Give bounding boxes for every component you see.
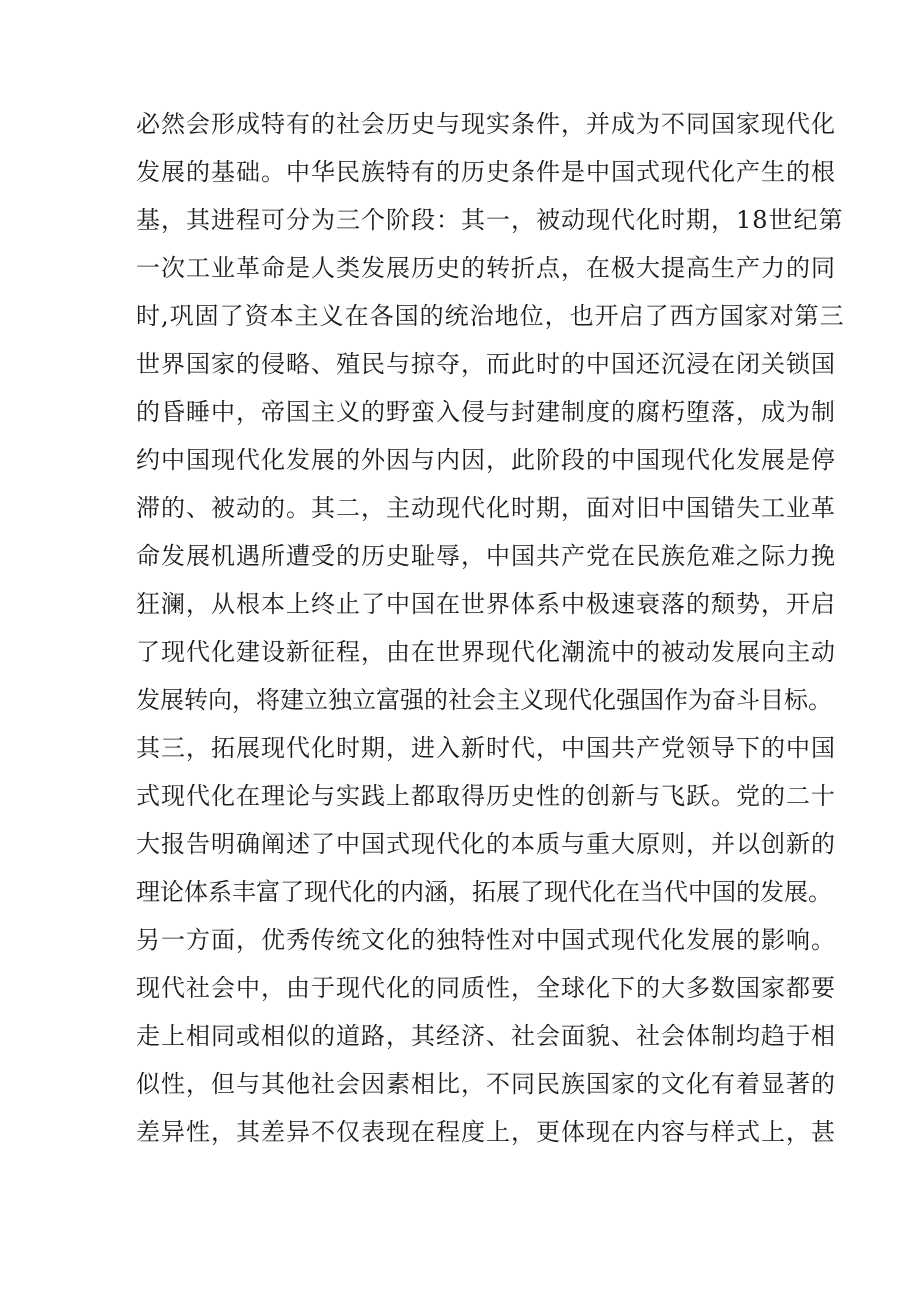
text-line: 式现代化在理论与实践上都取得历史性的创新与飞跃。党的二十 [136,782,836,810]
text-line: 必然会形成特有的社会历史与现实条件，并成为不同国家现代化 [136,110,836,138]
text-line: 其三，拓展现代化时期，进入新时代，中国共产党领导下的中国 [136,734,836,762]
text-line: 了现代化建设新征程，由在世界现代化潮流中的被动发展向主动 [136,638,836,666]
text-line: 现代社会中，由于现代化的同质性，全球化下的大多数国家都要 [136,974,836,1002]
text-line: 另一方面，优秀传统文化的独特性对中国式现代化发展的影响。 [136,926,836,954]
text-line: 发展的基础。中华民族特有的历史条件是中国式现代化产生的根 [136,158,836,186]
text-line: 似性，但与其他社会因素相比，不同民族国家的文化有着显著的 [136,1070,836,1098]
text-line: 滞的、被动的。其二，主动现代化时期，面对旧中国错失工业革 [136,494,836,522]
text-line: 时,巩固了资本主义在各国的统治地位，也开启了西方国家对第三 [136,302,845,330]
text-line: 世界国家的侵略、殖民与掠夺，而此时的中国还沉浸在闭关锁国 [136,350,836,378]
text-line: 差异性，其差异不仅表现在程度上，更体现在内容与样式上，甚 [136,1118,836,1146]
text-line: 狂澜，从根本上终止了中国在世界体系中极速衰落的颓势，开启 [136,590,836,618]
text-line: 发展转向，将建立独立富强的社会主义现代化强国作为奋斗目标。 [136,686,832,714]
text-line: 命发展机遇所遭受的历史耻辱，中国共产党在民族危难之际力挽 [136,542,836,570]
body-paragraph [136,100,845,1156]
text-line: 的昏睡中，帝国主义的野蛮入侵与封建制度的腐朽堕落，成为制 [136,398,836,426]
text-line: 大报告明确阐述了中国式现代化的本质与重大原则，并以创新的 [136,830,836,858]
text-line: 基，其进程可分为三个阶段：其一，被动现代化时期，18世纪第 [136,206,844,234]
text-line: 一次工业革命是人类发展历史的转折点，在极大提高生产力的同 [136,254,836,282]
text-line: 理论体系丰富了现代化的内涵，拓展了现代化在当代中国的发展。 [136,878,832,906]
text-line: 走上相同或相似的道路，其经济、社会面貌、社会体制均趋于相 [136,1022,836,1050]
text-line: 约中国现代化发展的外因与内因，此阶段的中国现代化发展是停 [136,446,836,474]
